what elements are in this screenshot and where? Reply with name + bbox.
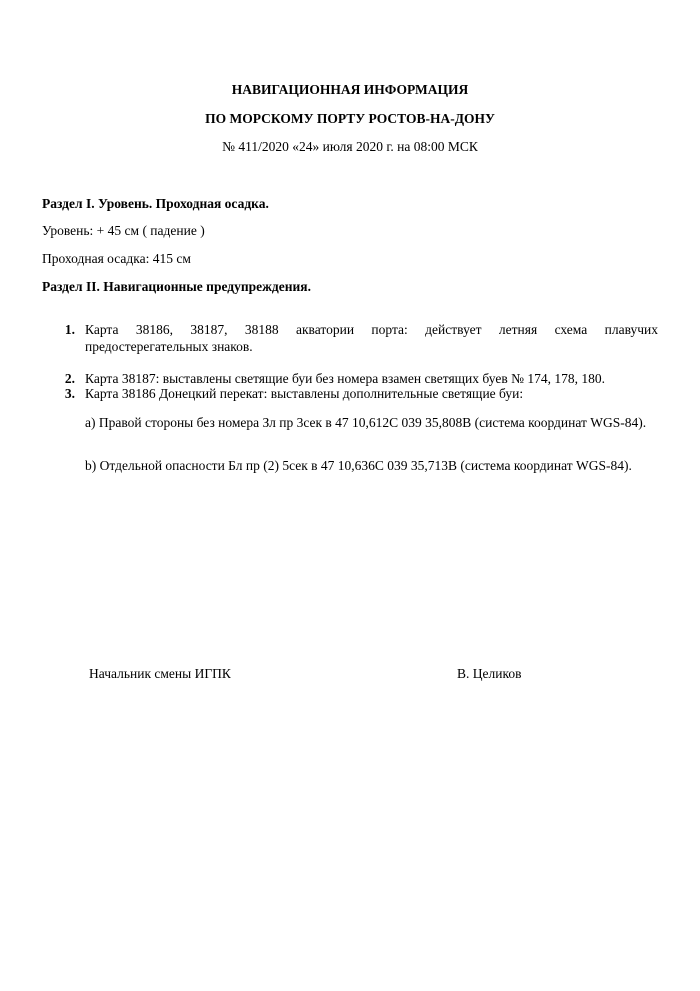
section-1-heading: Раздел I. Уровень. Проходная осадка. [42,196,269,211]
issue-number-date: № 411/2020 «24» июля 2020 г. на 08:00 МСК [222,139,478,154]
passage-draft-line: Проходная осадка: 415 см [42,251,191,266]
signer-position: Начальник смены ИГПК [89,666,231,681]
signer-name: В. Целиков [457,666,522,681]
document-title-line1: НАВИГАЦИОННАЯ ИНФОРМАЦИЯ [231,82,469,97]
warning-item-text: Карта 38187: выставлены светящие буи без номера взамен светящих буев № 174, 178, 180. [85,371,605,386]
warning-item-number: 1. [64,322,75,337]
warning-subitem-a: а) Правой стороны без номера Зл пр 3сек в 47 10,612С 039 35,808В (система координат WGS-84). [85,415,647,430]
warning-subitem-b: b) Отдельной опасности Бл пр (2) 5сек в 47 10,636С 039 35,713В (система координат WGS-84). [85,458,632,473]
warning-item-text: Карта 38186 Донецкий перекат: выставлены дополнительные светящие буи: [85,386,524,401]
warning-item-text: Карта 38186, 38187, 38188 акватории порта: действует летняя схема плавучих предостерегательных знаков. [85,322,658,354]
document-title-line2: ПО МОРСКОМУ ПОРТУ РОСТОВ-НА-ДОНУ [205,111,495,126]
warning-item-number: 3. [64,386,75,401]
warning-item-number: 2. [64,371,75,386]
section-2-heading: Раздел II. Навигационные предупреждения. [42,279,311,294]
water-level-line: Уровень: + 45 см ( падение ) [42,223,205,238]
